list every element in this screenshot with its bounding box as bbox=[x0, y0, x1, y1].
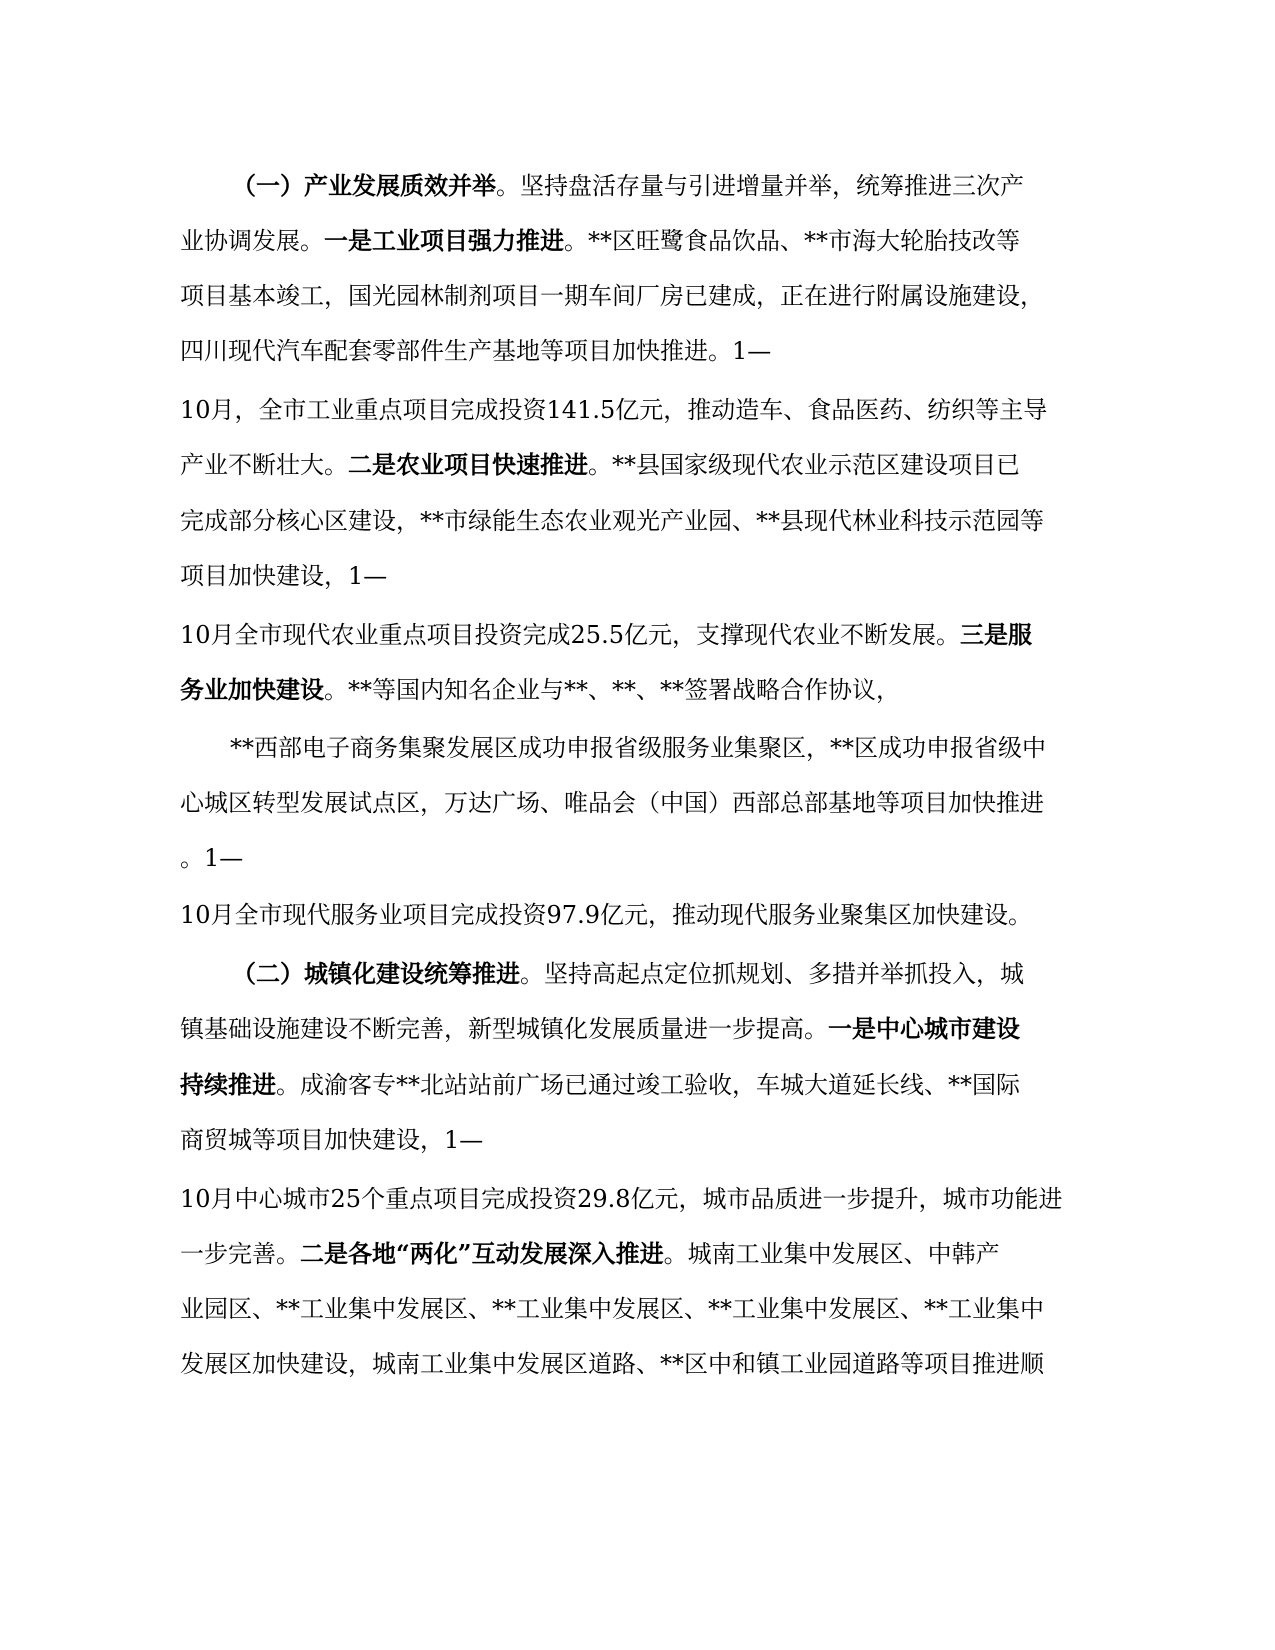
paragraph-3-line-3: 持续推进。成渝客专**北站站前广场已通过竣工验收，车城大道延长线、**国际 bbox=[180, 1070, 1020, 1099]
paragraph-2-line-4: 10月全市现代服务业项目完成投资97.9亿元，推动现代服务业聚集区加快建设。 bbox=[180, 901, 1032, 929]
paragraph-3-line-1: （二）城镇化建设统筹推进。坚持高起点定位抓规划、多措并举抓投入，城 bbox=[232, 959, 1024, 988]
paragraph-1-line-1: （一）产业发展质效并举。坚持盘活存量与引进增量并举，统筹推进三次产 bbox=[232, 171, 1024, 200]
paragraph-1-line-4: 四川现代汽车配套零部件生产基地等项目加快推进。1— bbox=[180, 337, 772, 365]
paragraph-2-line-3: 。1— bbox=[180, 844, 244, 872]
paragraph-1-line-5: 10月，全市工业重点项目完成投资141.5亿元，推动造车、食品医药、纺织等主导 bbox=[180, 396, 1048, 424]
section-heading-2: （二）城镇化建设统筹推进 bbox=[232, 959, 520, 988]
paragraph-3-line-5: 10月中心城市25个重点项目完成投资29.8亿元，城市品质进一步提升，城市功能进 bbox=[180, 1185, 1063, 1213]
bold-phrase: 持续推进 bbox=[180, 1070, 276, 1099]
paragraph-2-line-2: 心城区转型发展试点区，万达广场、唯品会（中国）西部总部基地等项目加快推进 bbox=[180, 789, 1044, 817]
paragraph-1-line-3: 项目基本竣工，国光园林制剂项目一期车间厂房已建成，正在进行附属设施建设， bbox=[180, 282, 1044, 310]
paragraph-2-line-1: **西部电子商务集聚发展区成功申报省级服务业集聚区，**区成功申报省级中 bbox=[230, 734, 1046, 762]
bold-phrase: 二是各地“两化”互动发展深入推进 bbox=[300, 1239, 664, 1268]
bold-phrase: 一是中心城市建设 bbox=[828, 1014, 1020, 1043]
bold-phrase: 一是工业项目强力推进 bbox=[324, 226, 564, 255]
bold-phrase: 二是农业项目快速推进 bbox=[348, 450, 588, 479]
paragraph-3-line-6: 一步完善。二是各地“两化”互动发展深入推进。城南工业集中发展区、中韩产 bbox=[180, 1239, 1000, 1268]
bold-phrase: 务业加快建设 bbox=[180, 675, 324, 704]
paragraph-1-line-10: 务业加快建设。**等国内知名企业与**、**、**签署战略合作协议， bbox=[180, 675, 900, 704]
paragraph-3-line-4: 商贸城等项目加快建设，1— bbox=[180, 1126, 484, 1154]
paragraph-1-line-2: 业协调发展。一是工业项目强力推进。**区旺鹭食品饮品、**市海大轮胎技改等 bbox=[180, 226, 1020, 255]
paragraph-1-line-8: 项目加快建设，1— bbox=[180, 562, 388, 590]
paragraph-1-line-6: 产业不断壮大。二是农业项目快速推进。**县国家级现代农业示范区建设项目已 bbox=[180, 450, 1020, 479]
paragraph-3-line-2: 镇基础设施建设不断完善，新型城镇化发展质量进一步提高。一是中心城市建设 bbox=[180, 1014, 1020, 1043]
paragraph-1-line-7: 完成部分核心区建设，**市绿能生态农业观光产业园、**县现代林业科技示范园等 bbox=[180, 507, 1044, 535]
section-heading-1: （一）产业发展质效并举 bbox=[232, 171, 496, 200]
paragraph-3-line-8: 发展区加快建设，城南工业集中发展区道路、**区中和镇工业园道路等项目推进顺 bbox=[180, 1350, 1044, 1378]
paragraph-3-line-7: 业园区、**工业集中发展区、**工业集中发展区、**工业集中发展区、**工业集中 bbox=[180, 1295, 1044, 1323]
bold-phrase: 三是服 bbox=[959, 620, 1032, 649]
paragraph-1-line-9: 10月全市现代农业重点项目投资完成25.5亿元，支撑现代农业不断发展。三是服 bbox=[180, 620, 1032, 649]
